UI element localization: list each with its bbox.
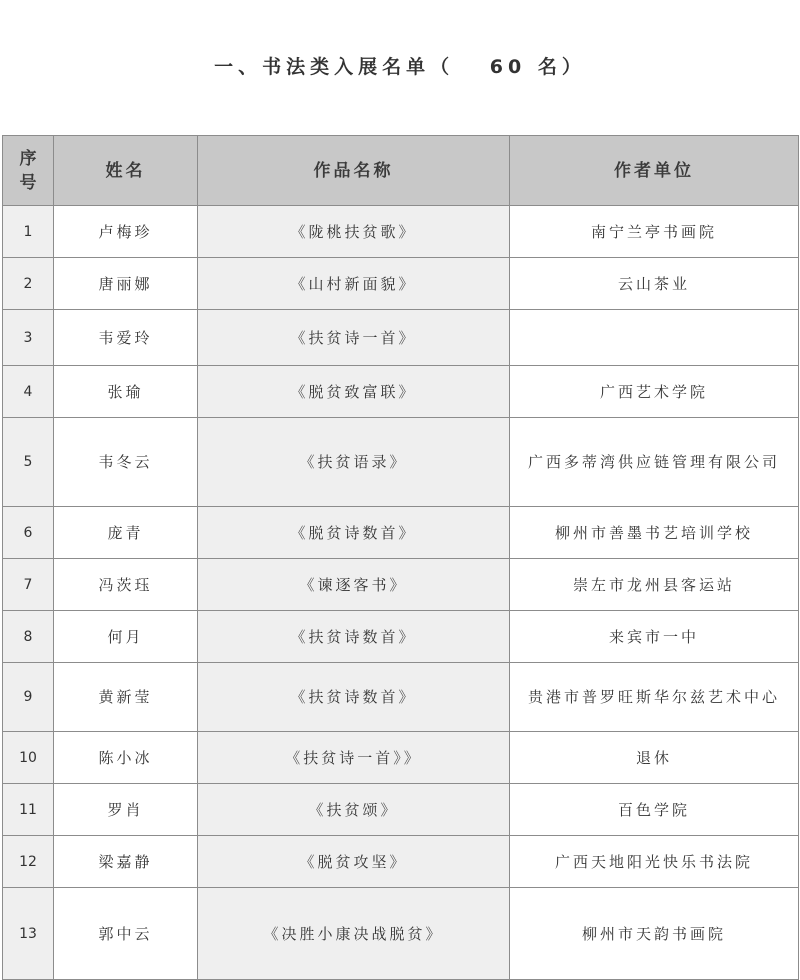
column-header-number: 序号 — [3, 136, 54, 206]
column-header-work: 作品名称 — [198, 136, 510, 206]
cell-work: 《扶贫颂》 — [198, 784, 510, 836]
cell-unit: 柳州市善墨书艺培训学校 — [510, 507, 799, 559]
cell-unit: 云山茶业 — [510, 258, 799, 310]
cell-work: 《扶贫语录》 — [198, 418, 510, 507]
cell-work: 《陇桃扶贫歌》 — [198, 206, 510, 258]
cell-unit — [510, 310, 799, 366]
cell-work: 《扶贫诗一首》》 — [198, 732, 510, 784]
cell-unit: 广西天地阳光快乐书法院 — [510, 836, 799, 888]
cell-name: 陈小冰 — [54, 732, 198, 784]
column-header-unit: 作者单位 — [510, 136, 799, 206]
cell-number: 12 — [3, 836, 54, 888]
cell-name: 卢梅珍 — [54, 206, 198, 258]
column-header-name: 姓名 — [54, 136, 198, 206]
cell-work: 《扶贫诗一首》 — [198, 310, 510, 366]
table-row — [3, 418, 799, 507]
table-header-row — [3, 136, 799, 206]
table-row — [3, 206, 799, 258]
cell-name: 韦冬云 — [54, 418, 198, 507]
cell-name: 冯茨珏 — [54, 559, 198, 611]
cell-unit: 广西多蒂湾供应链管理有限公司 — [510, 418, 799, 507]
table-row — [3, 663, 799, 732]
cell-name: 韦爱玲 — [54, 310, 198, 366]
cell-number: 8 — [3, 611, 54, 663]
cell-name: 唐丽娜 — [54, 258, 198, 310]
cell-name: 梁嘉静 — [54, 836, 198, 888]
cell-number: 5 — [3, 418, 54, 507]
cell-name: 何月 — [54, 611, 198, 663]
table-row — [3, 888, 799, 980]
cell-number: 6 — [3, 507, 54, 559]
cell-unit: 来宾市一中 — [510, 611, 799, 663]
table-row — [3, 310, 799, 366]
page-title: 一、书法类入展名单（ 60 名） — [214, 56, 586, 78]
cell-name: 黄新莹 — [54, 663, 198, 732]
cell-unit: 柳州市天韵书画院 — [510, 888, 799, 980]
cell-number: 9 — [3, 663, 54, 732]
cell-work: 《脱贫攻坚》 — [198, 836, 510, 888]
table-row — [3, 611, 799, 663]
cell-number: 1 — [3, 206, 54, 258]
cell-number: 3 — [3, 310, 54, 366]
cell-number: 4 — [3, 366, 54, 418]
cell-name: 罗肖 — [54, 784, 198, 836]
table-row — [3, 507, 799, 559]
cell-number: 7 — [3, 559, 54, 611]
cell-name: 张瑜 — [54, 366, 198, 418]
cell-number: 11 — [3, 784, 54, 836]
exhibition-roster-table — [2, 135, 799, 980]
cell-work: 《谏逐客书》 — [198, 559, 510, 611]
cell-unit: 贵港市普罗旺斯华尔兹艺术中心 — [510, 663, 799, 732]
cell-unit: 崇左市龙州县客运站 — [510, 559, 799, 611]
table-row — [3, 258, 799, 310]
cell-unit: 退休 — [510, 732, 799, 784]
cell-number: 2 — [3, 258, 54, 310]
cell-work: 《扶贫诗数首》 — [198, 663, 510, 732]
cell-work: 《扶贫诗数首》 — [198, 611, 510, 663]
cell-work: 《决胜小康决战脱贫》 — [198, 888, 510, 980]
table-row — [3, 784, 799, 836]
cell-number: 13 — [3, 888, 54, 980]
cell-number: 10 — [3, 732, 54, 784]
table-row — [3, 836, 799, 888]
cell-work: 《脱贫致富联》 — [198, 366, 510, 418]
table-row — [3, 559, 799, 611]
cell-name: 庞青 — [54, 507, 198, 559]
cell-work: 《脱贫诗数首》 — [198, 507, 510, 559]
cell-unit: 百色学院 — [510, 784, 799, 836]
cell-name: 郭中云 — [54, 888, 198, 980]
table-row — [3, 732, 799, 784]
cell-unit: 广西艺术学院 — [510, 366, 799, 418]
cell-unit: 南宁兰亭书画院 — [510, 206, 799, 258]
cell-work: 《山村新面貌》 — [198, 258, 510, 310]
table-row — [3, 366, 799, 418]
